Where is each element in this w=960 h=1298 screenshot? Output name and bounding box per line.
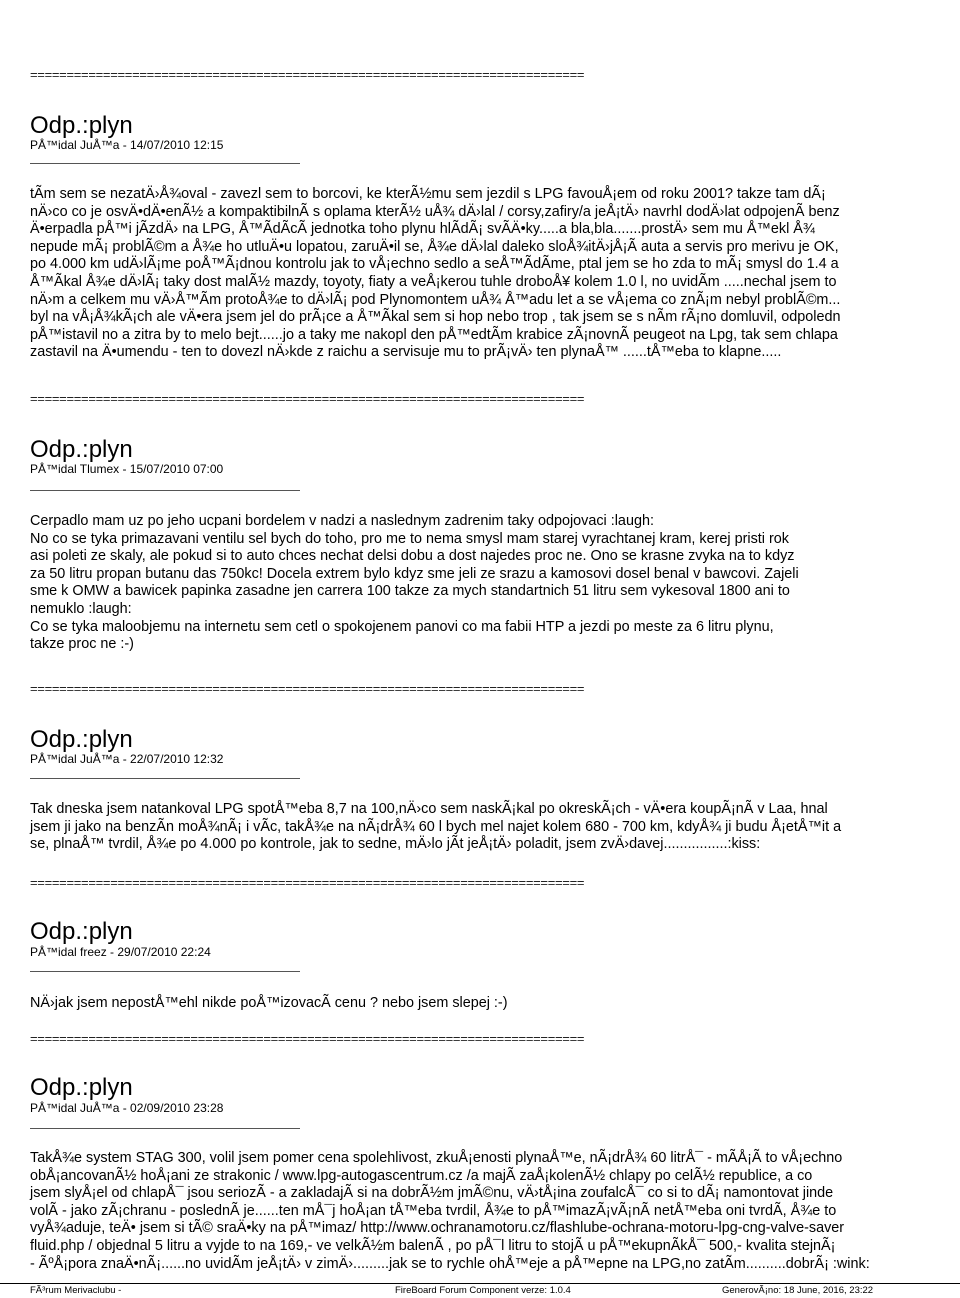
post-line: zastavil na Ä•umendu - ten to dovezl nÄ›kde z raichu a servisuje mu to prÃ¡vÄ› ten plynaÅ™ ......tÅ™eba to klapne.....: [30, 344, 782, 361]
footer-site: FÃ³rum Merivaclubu -: [30, 1285, 122, 1296]
footer-component: FireBoard Forum Component verze: 1.0.4: [395, 1285, 571, 1296]
post-line: jsem slyÅ¡el od chlapÅ¯ jsou seriozÃ - a zakladajÃ si na dobrÃ½m jmÃ©nu, vÄ›tÅ¡ina zoufalcÅ¯ co si to dÃ¡ namontovat jinde: [30, 1185, 834, 1202]
post-meta: PÅ™idal JuÅ™a - 02/09/2010 23:28: [30, 1101, 224, 1115]
post-line: - ÃºÅ¡pora znaÄ•nÃ¡......no uvidÃm jeÅ¡tÄ› v zimÄ›.........jak se to rychle ohÅ™eje a pÅ™epne na LPG,no zatÃm..........dobrÃ¡ :wink:: [30, 1255, 870, 1272]
post-rule: [30, 490, 300, 491]
post-rule: [30, 1128, 300, 1129]
post-title: Odp.:plyn: [30, 918, 133, 945]
post-line: Tak dneska jsem natankoval LPG spotÅ™eba 8,7 na 100,nÄ›co sem naskÃ¡kal po okreskÃ¡ch - vÄ•era koupÃ¡nÃ v Laa, hnal: [30, 801, 828, 817]
post-title: Odp.:plyn: [30, 726, 133, 753]
post-line: se, plnaÅ™ tvrdil, Å¾e po 4.000 po kontrole, jak to sedne, mÄ›lo jÃt jeÅ¡tÄ› poladit, jsem zvÄ›davej................:kiss:: [30, 836, 761, 853]
post-line: tÃm sem se nezatÄ›Å¾oval - zavezl sem to borcovi, ke kterÃ½mu sem jezdil s LPG favouÅ¡em od roku 2001? takze tam dÃ¡: [30, 186, 826, 202]
separator-line: ============================================================================: [30, 1031, 585, 1046]
post-line: Co se tyka maloobjemu na internetu sem cetl o spokojenem panovi co ma fabii HTP a jezdi po meste za 6 litru plynu,: [30, 618, 774, 635]
post-body: [30, 801, 841, 854]
footer-generated: GenerovÃ¡no: 18 June, 2016, 23:22: [722, 1285, 874, 1296]
separator-line: ============================================================================: [30, 875, 585, 890]
post-line: byl na vÅ¡Å¾kÃ¡ch ale vÄ•era jsem jel do prÃ¡ce a Å™Ãkal sem si hop nebo trop , tak jsem se s nÃm rÃ¡no domluvil, odpoledn: [30, 309, 841, 326]
post-line: NÄ›jak jsem nepostÅ™ehl nikde poÅ™izovacÃ cenu ? nebo jsem slepej :-): [30, 995, 508, 1011]
post-title: Odp.:plyn: [30, 436, 133, 463]
post-line: Å™Ãkal Å¾e dÄ›lÃ¡ taky dost malÃ½ mazdy, toyoty, fiaty a veÅ¡kerou tuhle droboÅ¥ kolem 1.0 l, no uvidÃm .....nechal jsem to: [30, 273, 837, 290]
post-rule: [30, 163, 300, 164]
post-body: [30, 1150, 870, 1273]
post-meta: PÅ™idal JuÅ™a - 14/07/2010 12:15: [30, 138, 224, 152]
post-line: No co se tyka primazavani ventilu sel bych do toho, pro me to nema smysl mam starej vyrachtanej kram, kerej pristi rok: [30, 530, 789, 547]
post-rule: [30, 971, 300, 972]
post-line: nÄ›m a celkem mu vÄ›Å™Ãm protoÅ¾e to dÄ›lÃ¡ pod Plynomontem uÅ¾ Å™adu let a se vÅ¡ema co znÃ¡m nebyl problÃ©m...: [30, 291, 841, 308]
post-line: nÄ›co co je osvÄ•dÄ•enÃ½ a kompaktibilnÃ s oplama kterÃ½ uÅ¾ dÄ›lal / corsy,zafiry/a jeÅ¡tÄ› navrhl dodÄ›lat odpojenÃ benz: [30, 203, 840, 220]
post-title: Odp.:plyn: [30, 112, 133, 139]
separator-line: ============================================================================: [30, 681, 585, 696]
post-line: vyÅ¾aduje, teÄ• jsem si tÃ© sraÄ•ky na pÅ™imaz/ http://www.ochranamotoru.cz/flashlube-ochrana-motoru-lpg-cng-valve-saver: [30, 1220, 845, 1237]
separator-line: ============================================================================: [30, 67, 585, 82]
post-line: takze proc ne :-): [30, 636, 134, 653]
post-line: jsem ji jako na benzÃn moÅ¾nÃ¡ i vÃc, takÅ¾e na nÃ¡drÅ¾ 60 l bych mel najet kolem 680 - 700 km, kdyÅ¾ ji budu Å¡etÅ™it a: [30, 818, 842, 835]
post-meta: PÅ™idal JuÅ™a - 22/07/2010 12:32: [30, 752, 224, 766]
post-meta: PÅ™idal freez - 29/07/2010 22:24: [30, 945, 211, 959]
separator-line: ============================================================================: [30, 391, 585, 406]
post-line: asi poleti ze skaly, ale pokud si to auto chces nechat delsi dobu a dost najedes proc ne. Ono se krasne zvyka na to kdyz: [30, 548, 795, 565]
post-line: po 4.000 km udÄ›lÃ¡me poÅ™Ã¡dnou kontrolu jak to vÅ¡echno sedlo a seÅ™ÃdÃme, ptal jem se ho zda to mÃ¡ smysl do 1.4 a: [30, 256, 839, 273]
post-line: fluid.php / objednal 5 litru a vyjde to na 169,- ve velkÃ½m balenÃ , po pÅ¯l litru to stojÃ u pÅ™ekupnÃkÅ¯ 500,- kvalita stejnÃ¡: [30, 1237, 836, 1254]
post-line: volÃ - jako zÃ¡chranu - poslednÃ je......ten mÅ¯j hoÅ¡an tÅ™eba tvrdil, Å¾e to pÅ™imazÃ¡vÃ¡nÃ netÅ™eba oni tvrdÃ, Å¾e to: [30, 1202, 837, 1219]
post-body: [30, 995, 508, 1013]
post-line: obÅ¡ancovanÃ½ hoÅ¡ani ze strakonic / www.lpg-autogascentrum.cz /a majÃ zaÅ¡kolenÃ½ chlapy po celÃ½ republice, a co: [30, 1167, 813, 1184]
post-line: za 50 litru propan butanu das 750kc! Docela extrem bylo kdyz sme jeli ze srazu a kamosovi dosel benal v bawcovi. Zajeli: [30, 565, 799, 582]
post-line: Cerpadlo mam uz po jeho ucpani bordelem v nadzi a naslednym zadrenim taky odpojovaci :laugh:: [30, 513, 654, 529]
post-line: TakÅ¾e system STAG 300, volil jsem pomer cena spolehlivost, zkuÅ¡enosti plynaÅ™e, nÃ¡drÅ¾ 60 litrÅ¯ - mÃÅ¡Ã to vÅ¡echno: [30, 1150, 843, 1166]
post-body: [30, 186, 840, 362]
post-rule: [30, 778, 300, 779]
post-line: nemuklo :laugh:: [30, 600, 132, 617]
post-line: Ä•erpadla pÅ™i jÃzdÄ› na LPG, Å™ÃdÃcÃ jednotka toho plynu hlÃdÃ¡ svÃÄ•ky.....a bla,bla.......prostÄ› sem mu Å™ekl Å¾: [30, 221, 815, 238]
post-meta: PÅ™idal Tlumex - 15/07/2010 07:00: [30, 462, 224, 476]
post-line: nepude mÃ¡ problÃ©m a Å¾e ho utluÄ•u lopatou, zaruÄ•il se, Å¾e dÄ›lal daleko sloÅ¾itÄ›jÅ¡Ã auta a servis pro merivu je OK,: [30, 238, 839, 255]
post-line: sme k OMW a bawicek papinka zasadne jen carrera 100 takze za mych standartnich 51 litru sem vykesoval 1800 ani to: [30, 583, 790, 600]
page-footer: [0, 1283, 960, 1298]
post-title: Odp.:plyn: [30, 1074, 133, 1101]
post-line: pÅ™istavil no a zitra by to melo bejt......jo a taky me nakopl den pÅ™edtÃm krabice zÃ¡novnÃ peugeot na Lpg, tak sem chlapa: [30, 326, 838, 343]
post-body: [30, 513, 799, 654]
